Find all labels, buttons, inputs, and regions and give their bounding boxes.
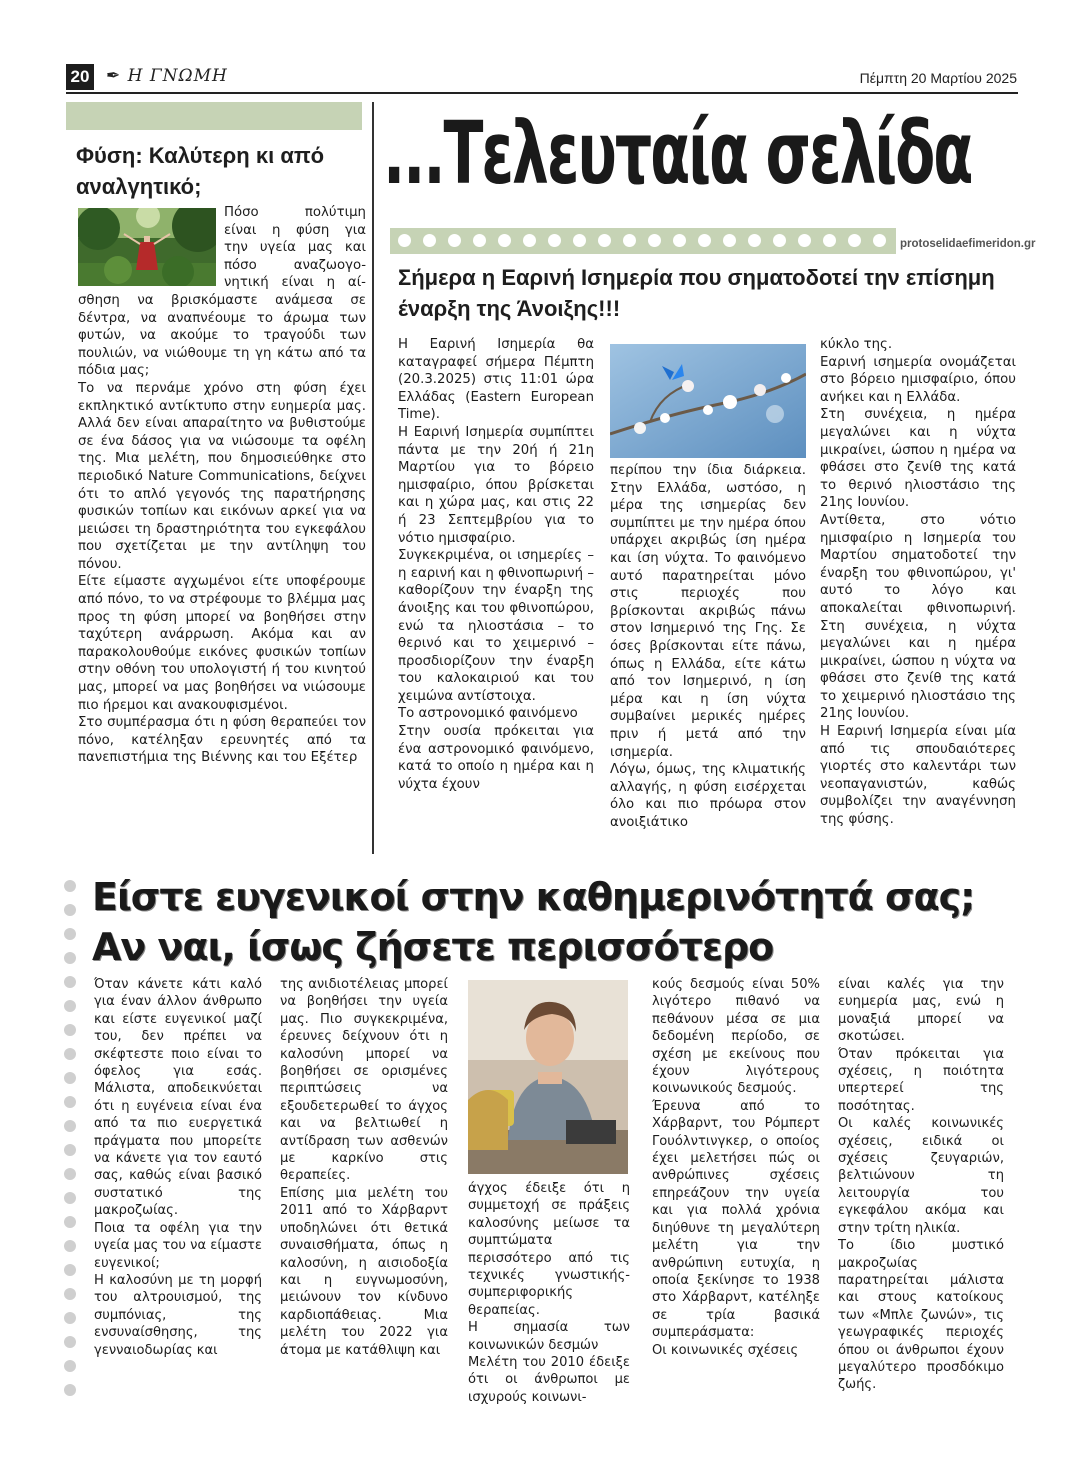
paragraph: Το να περνάμε χρόνο στη φύση έχει εκπληκτικό αντίκτυπο στην ευημερία μας. Αλλά δεν είναι απαραίτητο να βυθιστούμε σε ένα δάσος για να νιώσουμε τα οφέλη της. Μια μελέτη, που δημοσιεύθηκε στο περιοδικό Nature Communications, δείχνει ότι το απλό γεγονός της παρατήρησης φυσικών τοπίων και εικόνων αρκεί για να μειώσει τη δραστηριότητα του εγκεφάλου που σχετίζεται με την αντίληψη του πόνου. (78, 380, 366, 572)
paragraph: σθηση να βρισκόμαστε ανάμεσα σε δέντρα, να αναπνέουμε το άρωμα των φυτών, να ακούμε το τραγούδι των πουλιών, να νιώθουμε τη γη κάτω από τα πόδια μας; (78, 292, 366, 379)
source-credit: protoselidaefimeridon.gr (900, 238, 1036, 250)
paragraph: Επίσης μια μελέτη του 2011 από το Χάρβαρντ υποδηλώνει ότι θετικά συναισθήματα, όπως η καλοσύνη, η αισιοδοξία και η ευγνωμοσύνη, μειώνουν τον κίνδυνο καρδιοπάθειας. Μια μελέτη του 2022 για άτομα με κατάθλιψη και (280, 1185, 448, 1358)
paragraph: Το ίδιο μυστικό μακροζωίας παρατηρείται μάλιστα και στους κατοίκους των «Μπλε ζωνών», τις γεωγραφικές περιοχές όπου οι άνθρωποι έχουν μεγαλύτερο προσδόκιμο ζωής. (838, 1238, 1004, 1393)
publication-name: Η ΓΝΩΜΗ (127, 66, 228, 86)
paragraph: Η Εαρινή Ισημερία συμπίπτει πάντα με την 20ή ή 21η Μαρτίου για το βόρειο ημισφαίριο, όπου βρίσκεται και η χώρα μας, και στις 22 ή 23 Σεπτεμβρίου για το νότιο ημισφαίριο. (398, 424, 594, 546)
equinox-col-1 (398, 336, 594, 793)
paragraph: Όταν πρόκειται για σχέσεις, η ποιότητα υπερτερεί της ποσότητας. (838, 1046, 1004, 1114)
accent-bar (66, 102, 362, 130)
woman-image-graphic (468, 980, 628, 1174)
equinox-col-3 (820, 336, 1016, 829)
wrap-line: Πόσο πολύτιμη (224, 205, 366, 220)
page-number: 20 (66, 64, 94, 90)
kindness-col-3 (468, 1180, 630, 1406)
section-title: ...Τελευταία σελίδα (383, 104, 972, 204)
kindness-headline (92, 872, 1022, 972)
publication-logo (106, 66, 228, 86)
perforation-strip (64, 880, 76, 1400)
paragraph: κούς δεσμούς είναι 50% λιγότερο πιθανό να πεθάνουν μέσα σε μια δεδομένη περίοδο, σε σχέση με εκείνους που έχουν λιγότερους κοινωνικούς δεσμούς. (652, 977, 820, 1097)
paragraph: άγχος έδειξε ότι η συμμετοχή σε πράξεις καλοσύνης μείωσε τα συμπτώματα περισσότερο από τις τεχνικές γνωστικής-συμπεριφορικής θεραπείας. (468, 1181, 630, 1318)
dot-strip (390, 228, 896, 254)
blossom-image-graphic (610, 344, 806, 458)
paragraph: περίπου την ίδια διάρκεια. Στην Ελλάδα, ωστόσο, η μέρα της ισημερίας δεν συμπίπτει με την ημέρα όπου υπάρχει ακριβώς ίση ημέρα και ίση νύχτα. Το φαινόμενο αυτό παρατηρείται μόνο στις περιοχές που βρίσκονται ακριβώς πάνω στον Ισημερινό της Γης. Σε όσες βρίσκονται είτε πάνω, όπως η Ελλάδα, είτε κάτω από τον Ισημερινό, η ίση μέρα και η ίση νύχτα συμβαίνει μερικές ημέρες πριν ή μετά από την ισημερία. (610, 463, 806, 760)
paragraph: Η Εαρινή Ισημερία είναι μία από τις σπουδαιότερες γιορτές στο καλεντάρι των νεοπαγανιστών, καθώς συμβολίζει την αναγέννηση της φύσης. (820, 724, 1016, 828)
paragraph: Στη συνέχεια, η ημέρα μεγαλώνει και η νύχτα μικραίνει, ώσπου η ημέρα να φθάσει στο ζενίθ της κατά το θερινό ηλιοστάσιο της 21ης Ιουνίου. (820, 407, 1016, 511)
paragraph: Έρευνα από το Χάρβαρντ, του Ρόμπερτ Γουόλντινγκερ, ο οποίος έχει μελετήσει πώς οι ανθρώπινες σχέσεις επηρεάζουν την υγεία και για πολλά χρόνια διηύθυνε τη μεγαλύτερη μελέτη για την ανθρώπινη ευτυχία, η οποία ξεκίνησε το 1938 στο Χάρβαρντ, κατέληξε σε τρία βασικά συμπεράσματα: (652, 1098, 820, 1341)
paragraph: Όταν κάνετε κάτι καλό για έναν άλλον άνθρωπο και είστε ευγενικοί μαζί του, δεν πρέπει να σκέφτεστε ποιο είναι το όφελος για εσάς. Μάλιστα, αποδεικνύεται ότι η ευγένεια είναι ένα από τα πιο ευεργετικά πράγματα που μπορείτε να κάνετε για τον εαυτό σας, καθώς είναι βασικό συστατικό της μακροζωίας. (94, 977, 262, 1219)
headline-line-1: Είστε ευγενικοί στην καθημερινότητά σας; (92, 875, 975, 919)
paragraph: Εαρινή ισημερία ονομάζεται στο βόρειο ημισφαίριο, όπου ανήκει και η Ελλάδα. (820, 354, 1016, 405)
equinox-headline: Σήμερα η Εαρινή Ισημερία που σηματοδοτεί την επίσημη έναρξη της Άνοιξης!!! (398, 265, 995, 321)
wrap-line: την υγεία μας και (224, 240, 366, 256)
headline-line-2: Αν ναι, ίσως ζήσετε περισσότερο (92, 925, 774, 969)
paragraph: Οι κοινωνικές σχέσεις (652, 1342, 799, 1358)
paragraph: Η καλοσύνη με τη μορφή του αλτρουισμού, της συμπόνιας, της ενσυναίσθησης, της γενναιοδωρίας και (94, 1272, 262, 1358)
subheading: Ποια τα οφέλη για την υγεία μας του να είμαστε ευγενικοί; (94, 1220, 262, 1271)
paragraph: Οι καλές κοινωνικές σχέσεις, ειδικά οι σχέσεις ζευγαριών, βελτιώνουν τη λειτουργία του εγκεφάλου ακόμα και στην τρίτη ηλικία. (838, 1116, 1004, 1236)
paragraph: Συγκεκριμένα, οι ισημερίες – η εαρινή και η φθινοπωρινή – καθορίζουν την έναρξη της άνοιξης και του φθινοπώρου, ενώ τα ηλιοστάσια – το θερινό και το χειμερινό – προσδιορίζουν την έναρξη του καλοκαιριού και του χειμώνα αντίστοιχα. (398, 548, 594, 704)
header-rule (66, 92, 1018, 94)
subheading: Το αστρονομικό φαινόμενο (398, 706, 578, 722)
paragraph: Αντίθετα, στο νότιο ημισφαίριο η Ισημερία του Μαρτίου σηματοδοτεί την έναρξη του φθινοπώρου, γι' αυτό το λόγο και αποκαλείται φθινοπωρινή. Στη συνέχεια, η νύχτα μεγαλώνει και η ημέρα μικραίνει, ώσπου η νύχτα να φθάσει στο ζενίθ της κατά το χειμερινό ηλιοστάσιο της 21ης Ιουνίου. (820, 512, 1016, 722)
wrap-line: είναι η φύση για (224, 222, 366, 238)
wrap-line: πόσο αναζωογο- (224, 257, 366, 273)
paragraph: της ανιδιοτέλειας μπορεί να βοηθήσει την υγεία μας. Πιο συγκεκριμένα, έρευνες δείχνουν ότι η καλοσύνη μπορεί να βοηθήσει σε ορισμένες περιπτώσεις να εξουδετερωθεί το άγχος και να βελτιωθεί η αντίδραση των ασθενών με καρκίνο στις θεραπείες. (280, 977, 448, 1184)
wrap-line: νητική είναι η αί- (224, 275, 366, 291)
kindness-col-1 (94, 976, 262, 1359)
paragraph: Λόγω, όμως, της κλιματικής αλλαγής, η φύση εισέρχεται όλο και πιο πρόωρα στον ανοιξιάτικο (610, 762, 806, 830)
paragraph: Είτε είμαστε αγχωμένοι είτε υποφέρουμε από πόνο, το να στρέφουμε το βλέμμα μας προς τη φύση μπορεί να βοηθήσει στην ταχύτερη ανάρρωση. Ακόμα και αν παρακολουθούμε εικόνες φυσικών τοπίων στην οθόνη του υπολογιστή ή του κινητού μας, μπορεί να μας βοηθήσει να νιώσουμε πιο ήρεμοι και ανακουφισμένοι. (78, 574, 366, 713)
paragraph: Μελέτη του 2010 έδειξε ότι οι άνθρωποι με ισχυρούς κοινωνι- (468, 1355, 630, 1405)
subheading: Η σημασία των κοινωνικών δεσμών (468, 1320, 630, 1353)
quill-icon: ✒ (106, 66, 122, 86)
smiling-woman-coffee-photo (468, 980, 628, 1174)
paragraph: Στο συμπέρασμα ότι η φύση θεραπεύει τον πόνο, κατέληξαν ερευνητές από τα πανεπιστήμια της Βιέννης και του Εξέτερ (78, 715, 366, 766)
nature-headline: Φύση: Καλύτερη κι από αναλγητικό; (76, 143, 325, 199)
paragraph: Στην ουσία πρόκειται για ένα αστρονομικό φαινόμενο, κατά το οποίο η ημέρα και η νύχτα έχουν (398, 724, 594, 792)
kindness-col-4 (652, 976, 820, 1359)
column-divider (372, 102, 374, 854)
kindness-col-5 (838, 976, 1004, 1394)
equinox-col-2 (610, 462, 806, 831)
paragraph: είναι καλές για την ευημερία μας, ενώ η μοναξιά μπορεί να σκοτώσει. (838, 977, 1004, 1045)
issue-date: Πέμπτη 20 Μαρτίου 2025 (859, 70, 1017, 86)
butterfly-blossom-photo (610, 344, 806, 458)
kindness-col-2 (280, 976, 448, 1359)
nature-body (78, 204, 366, 767)
paragraph: Η Εαρινή Ισημερία θα καταγραφεί σήμερα Πέμπτη (20.3.2025) στις 11:01 ώρα Ελλάδας (Eastern European Time). (398, 337, 594, 423)
paragraph: κύκλο της. (820, 337, 893, 352)
